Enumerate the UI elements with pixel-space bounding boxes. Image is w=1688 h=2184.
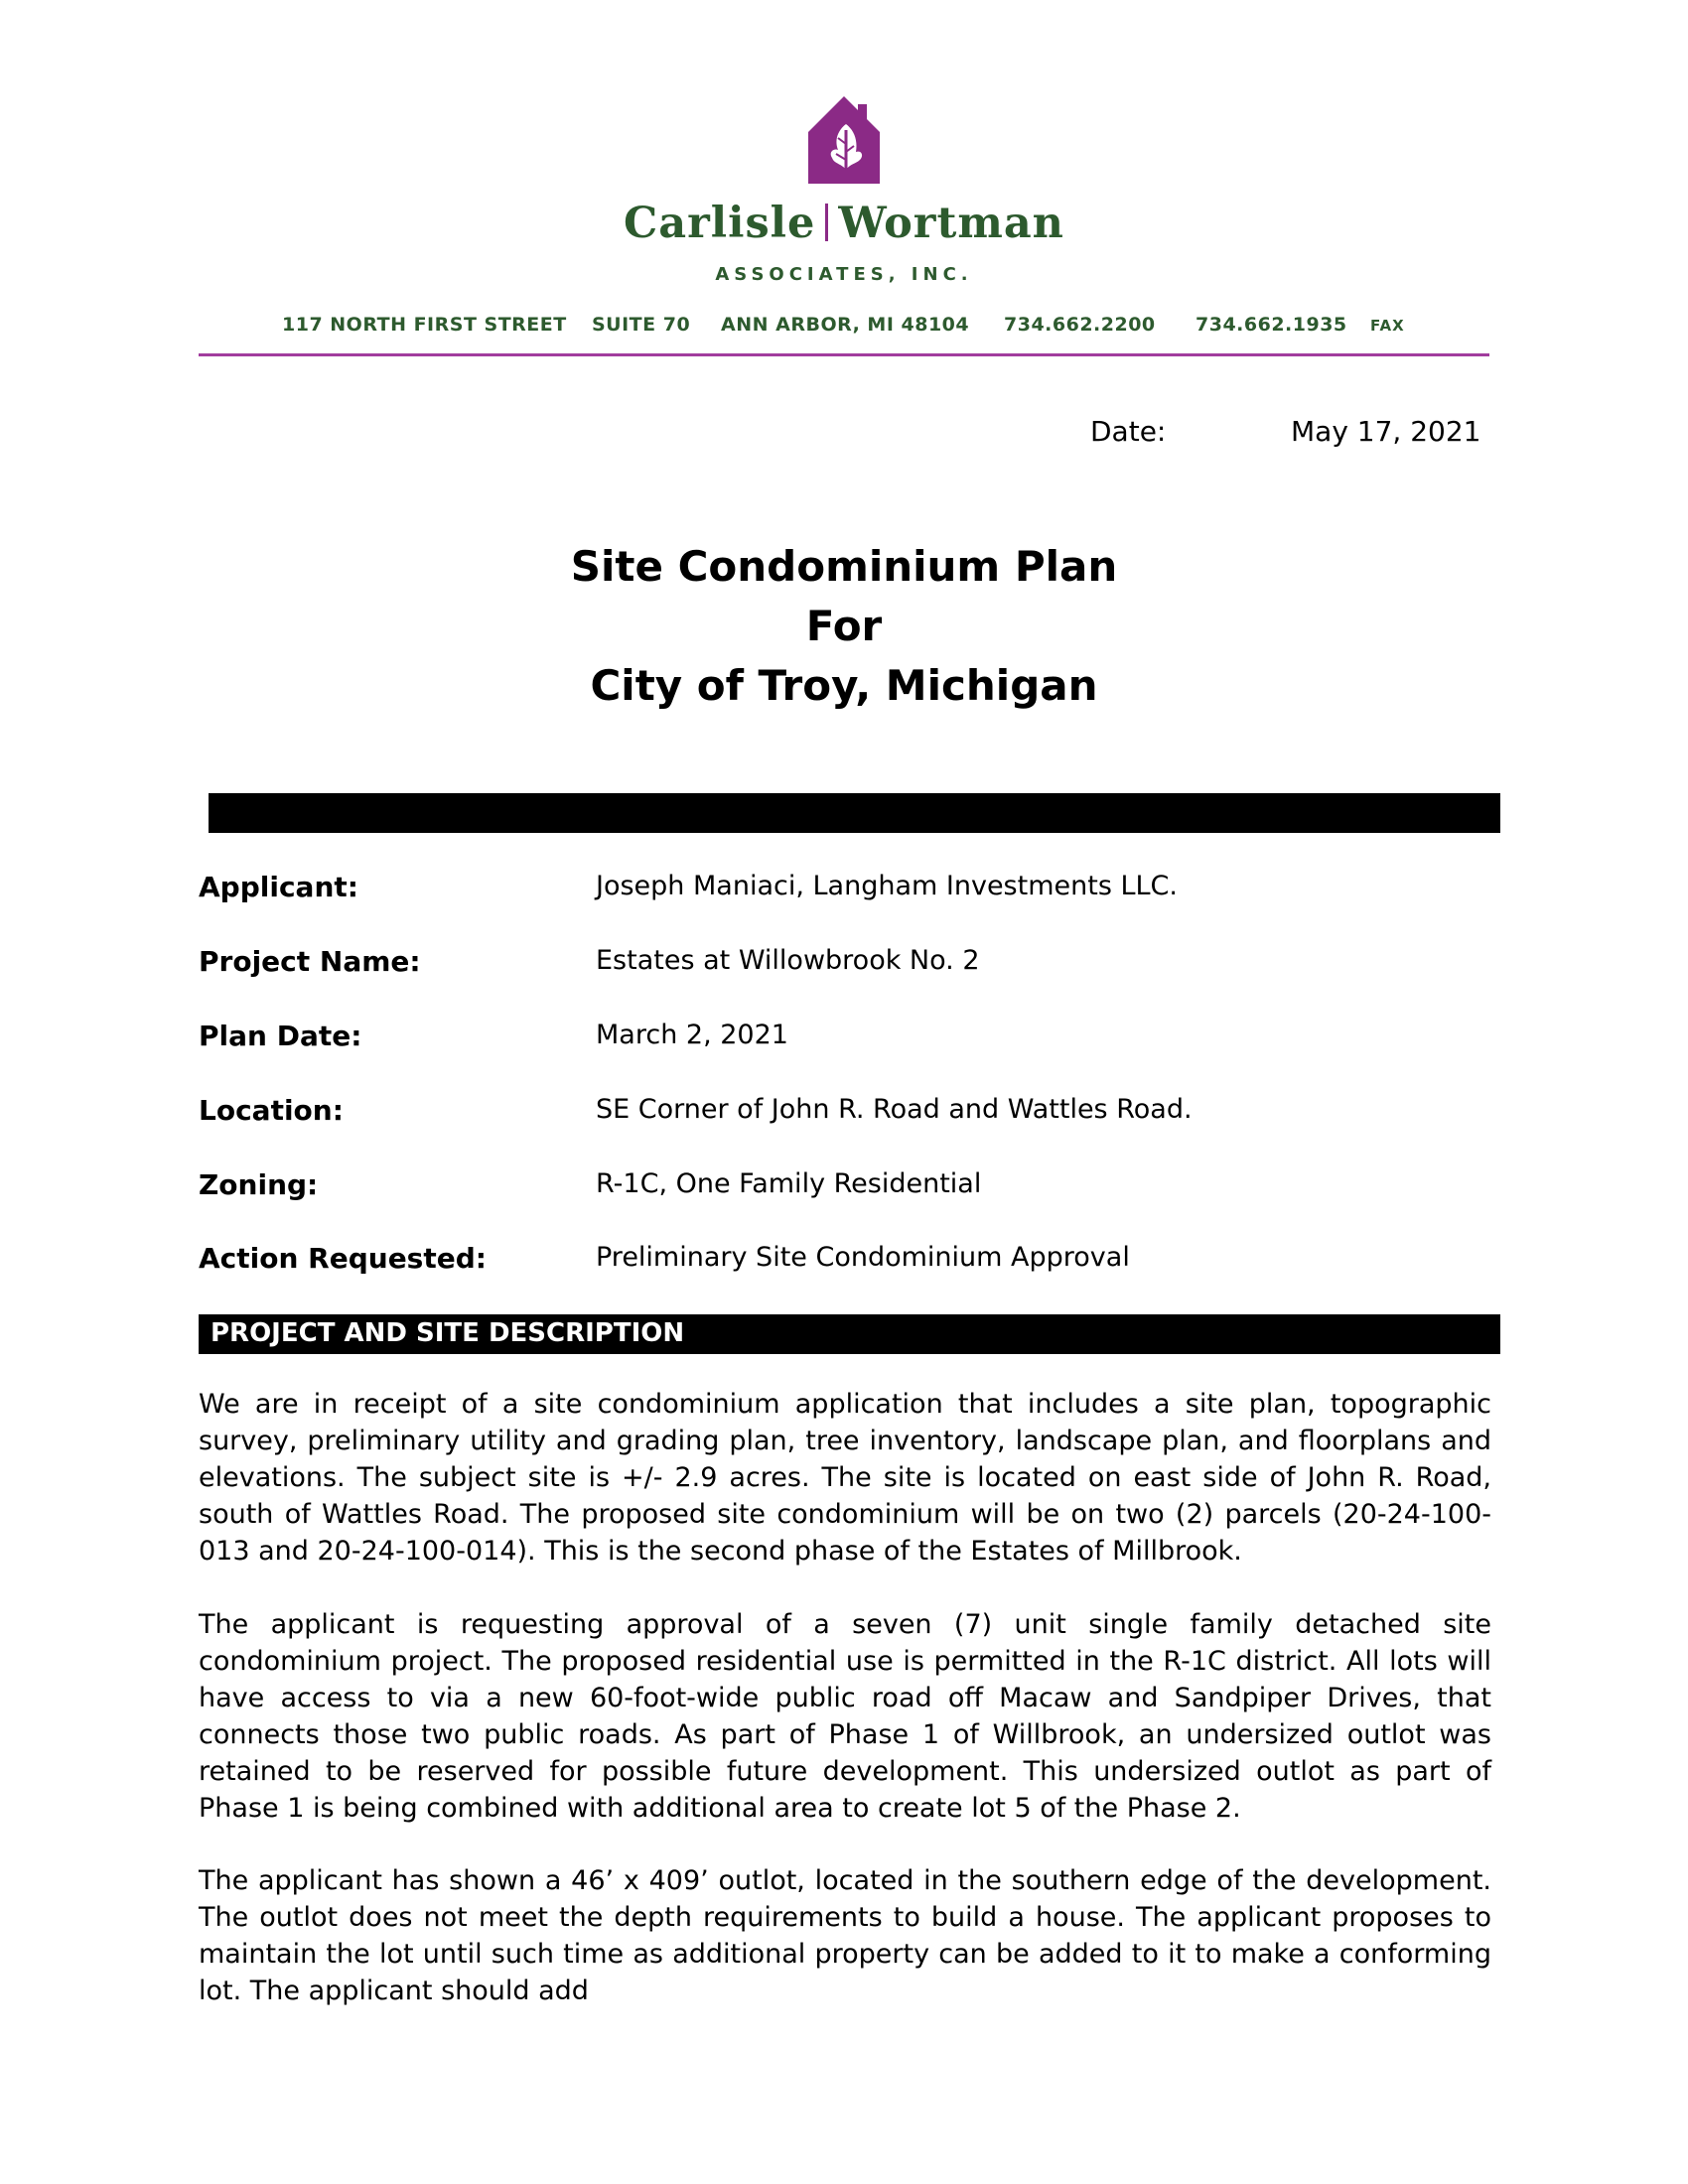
address-suite: SUITE 70 <box>592 314 691 336</box>
company-address-line <box>0 314 1688 341</box>
location-value: SE Corner of John R. Road and Wattles Road. <box>596 1094 1193 1125</box>
paragraph-1: We are in receipt of a site condominium application that includes a site plan, topographic survey, preliminary utility and grading plan, tree inventory, landscape plan, and floorplans and elevations. The subject site is +/- 2.9 acres. The site is located on east side of John R. Road, south of Wattles Road. The proposed site condominium will be on two (2) parcels (20-24-100-013 and 20-24-100-014). This is the second phase of the Estates of Millbrook. <box>199 1389 1491 1567</box>
phone-number: 734.662.2200 <box>1004 314 1156 336</box>
brand-name-right: Wortman <box>838 199 1064 248</box>
document-title-line3: City of Troy, Michigan <box>590 661 1098 710</box>
section-title: PROJECT AND SITE DESCRIPTION <box>211 1318 685 1348</box>
house-leaf-icon <box>806 94 882 186</box>
address-street: 117 NORTH FIRST STREET <box>282 314 567 336</box>
company-name <box>0 199 1688 248</box>
applicant-value: Joseph Maniaci, Langham Investments LLC. <box>596 871 1178 901</box>
address-city: ANN ARBOR, MI 48104 <box>721 314 970 336</box>
company-logo <box>0 94 1688 191</box>
fax-number: 734.662.1935 <box>1196 314 1347 336</box>
fax-label: FAX <box>1370 317 1405 335</box>
date-label: Date: <box>1090 415 1167 448</box>
paragraph-3: The applicant has shown a 46’ x 409’ outlot, located in the southern edge of the development. The outlot does not meet the depth requirements to build a house. The applicant proposes to maintain the lot until such time as additional property can be added to it to make a conforming lot. The applicant should add <box>199 1865 1491 2006</box>
action-requested-value: Preliminary Site Condominium Approval <box>596 1242 1130 1273</box>
document-title-line2: For <box>805 602 883 650</box>
date-value: May 17, 2021 <box>1291 415 1481 448</box>
letterhead-divider <box>199 353 1489 356</box>
paragraph-2: The applicant is requesting approval of a seven (7) unit single family detached site condominium project. The proposed residential use is permitted in the R-1C district. All lots will have access to via a new 60-foot-wide public road off Macaw and Sandpiper Drives, that connects those two public roads. As part of Phase 1 of Willbrook, an undersized outlot was retained to be reserved for possible future development. This undersized outlot as part of Phase 1 is being combined with additional area to create lot 5 of the Phase 2. <box>199 1609 1491 1824</box>
location-label: Location: <box>199 1094 344 1127</box>
brand-name-left: Carlisle <box>624 199 816 248</box>
plan-date-label: Plan Date: <box>199 1020 362 1052</box>
action-requested-label: Action Requested: <box>199 1242 487 1275</box>
redaction-bar <box>209 793 1500 833</box>
brand-divider <box>825 204 828 241</box>
project-name-value: Estates at Willowbrook No. 2 <box>596 945 980 976</box>
plan-date-value: March 2, 2021 <box>596 1020 788 1050</box>
zoning-value: R-1C, One Family Residential <box>596 1168 982 1199</box>
document-title-line1: Site Condominium Plan <box>570 542 1118 591</box>
zoning-label: Zoning: <box>199 1168 319 1201</box>
project-name-label: Project Name: <box>199 945 421 978</box>
company-suffix: ASSOCIATES, INC. <box>715 264 973 285</box>
applicant-label: Applicant: <box>199 871 358 903</box>
